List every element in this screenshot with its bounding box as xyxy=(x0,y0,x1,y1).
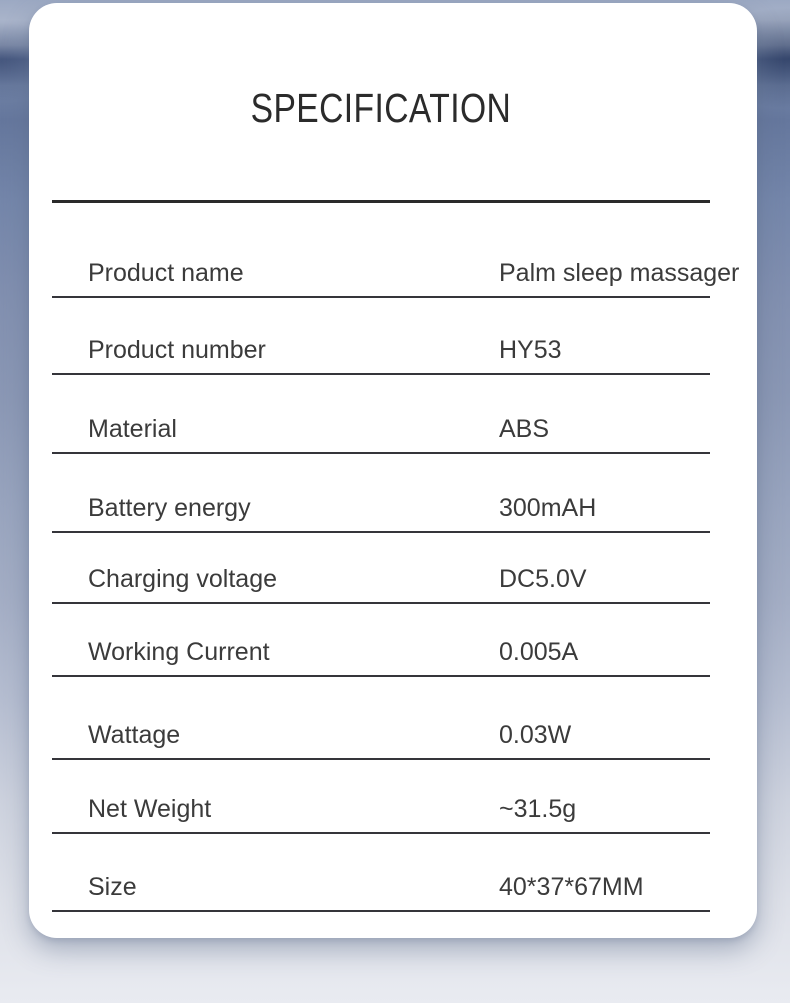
spec-row-product-name xyxy=(52,203,740,298)
spec-card xyxy=(29,3,757,938)
spec-label: Product name xyxy=(88,259,244,287)
spec-value: 40*37*67MM xyxy=(499,873,644,901)
spec-value: Palm sleep massager xyxy=(499,259,740,287)
title-block xyxy=(52,3,710,203)
spec-row-size xyxy=(52,834,710,912)
spec-label: Wattage xyxy=(88,721,181,749)
spec-label: Battery energy xyxy=(88,494,251,522)
spec-label: Material xyxy=(88,415,177,443)
spec-value: ABS xyxy=(499,415,550,443)
spec-row-net-weight xyxy=(52,760,710,834)
spec-value: 0.03W xyxy=(499,721,572,749)
spec-card-content xyxy=(52,3,740,912)
spec-value: 300mAH xyxy=(499,494,597,522)
spec-row-material xyxy=(52,375,710,454)
spec-row-battery-energy xyxy=(52,454,710,533)
page-title: SPECIFICATION xyxy=(250,85,512,131)
spec-label: Working Current xyxy=(88,638,270,666)
spec-value: HY53 xyxy=(499,336,562,364)
spec-row-charging-voltage xyxy=(52,533,710,604)
spec-value: 0.005A xyxy=(499,638,579,666)
spec-table xyxy=(52,203,740,912)
spec-value: DC5.0V xyxy=(499,565,587,593)
spec-label: Product number xyxy=(88,336,266,364)
spec-row-product-number xyxy=(52,298,710,375)
spec-value: ~31.5g xyxy=(499,795,577,823)
spec-row-wattage xyxy=(52,677,710,760)
spec-label: Size xyxy=(88,873,137,901)
spec-label: Charging voltage xyxy=(88,565,278,593)
spec-row-working-current xyxy=(52,604,710,677)
spec-label: Net Weight xyxy=(88,795,212,823)
